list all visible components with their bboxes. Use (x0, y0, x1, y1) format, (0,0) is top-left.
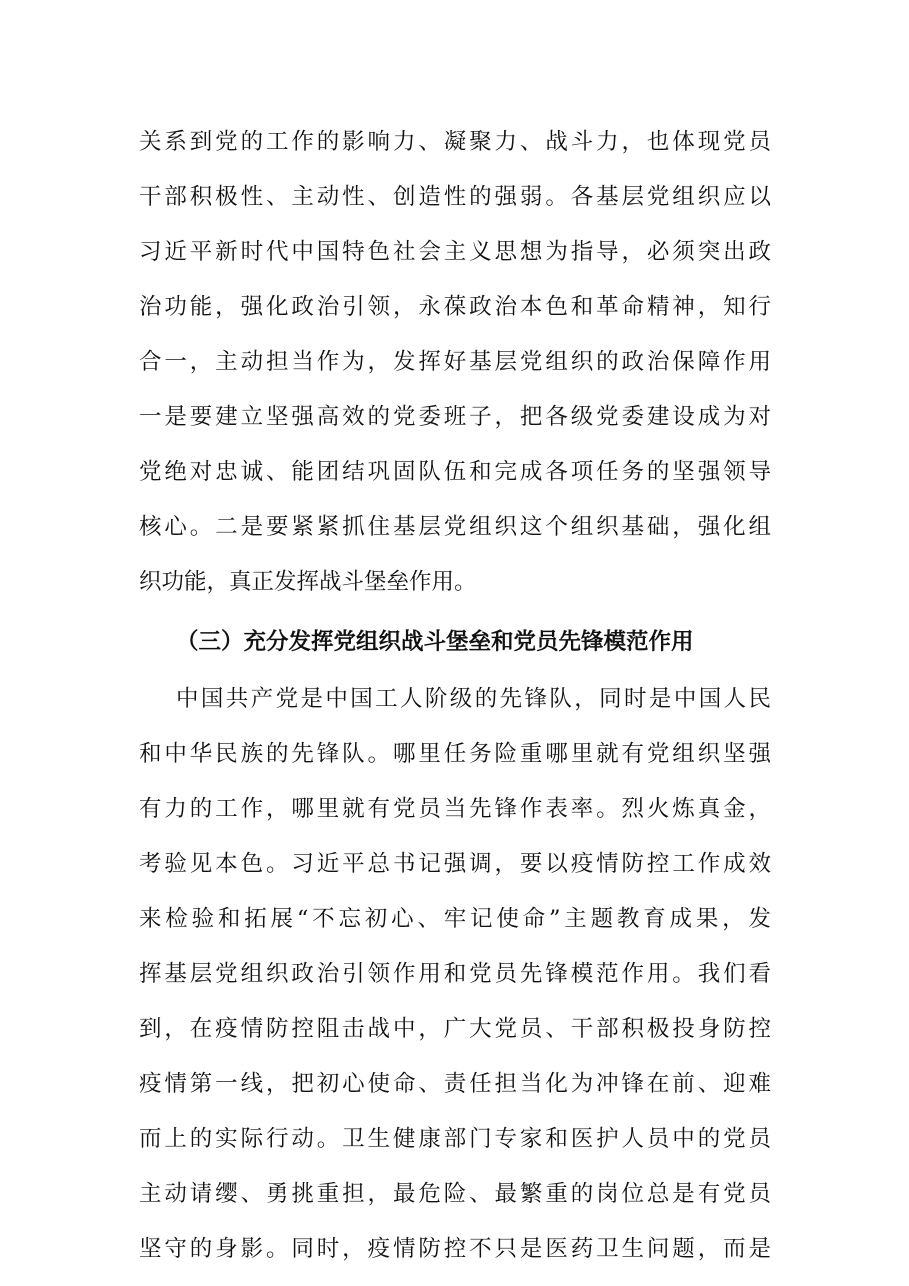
paragraph-2-line-6: 挥基层党组织政治引领作用和党员先锋模范作用。我们看 (139, 961, 771, 987)
paragraph-2-line-7: 到，在疫情防控阻击战中，广大党员、干部积极投身防控 (139, 1016, 771, 1042)
paragraph-2-line-10: 主动请缨、勇挑重担，最危险、最繁重的岗位总是有党员 (139, 1181, 771, 1207)
paragraph-2-line-9: 而上的实际行动。卫生健康部门专家和医护人员中的党员 (139, 1126, 771, 1152)
paragraph-1-line-3: 习近平新时代中国特色社会主义思想为指导，必须突出政 (139, 239, 771, 265)
paragraph-2-line-4: 考验见本色。习近平总书记强调，要以疫情防控工作成效 (139, 851, 771, 877)
paragraph-2-line-2: 和中华民族的先锋队。哪里任务险重哪里就有党组织坚强 (139, 741, 771, 767)
paragraph-1-line-4: 治功能，强化政治引领，永葆政治本色和革命精神，知行 (139, 294, 771, 320)
paragraph-1-line-7: 党绝对忠诚、能团结巩固队伍和完成各项任务的坚强领导 (139, 459, 771, 485)
paragraph-1-line-2: 干部积极性、主动性、创造性的强弱。各基层党组织应以 (139, 184, 771, 210)
paragraph-1-line-9: 织功能，真正发挥战斗堡垒作用。 (139, 569, 477, 595)
paragraph-1-line-5: 合一，主动担当作为，发挥好基层党组织的政治保障作用 (139, 349, 771, 375)
section-heading: （三）充分发挥党组织战斗堡垒和党员先锋模范作用 (176, 629, 694, 655)
paragraph-1-line-8: 核心。二是要紧紧抓住基层党组织这个组织基础，强化组 (139, 514, 771, 540)
paragraph-1-line-6: 一是要建立坚强高效的党委班子，把各级党委建设成为对 (139, 404, 771, 430)
paragraph-2-line-8: 疫情第一线，把初心使命、责任担当化为冲锋在前、迎难 (139, 1071, 771, 1097)
paragraph-2-line-11: 坚守的身影。同时，疫情防控不只是医药卫生问题，而是 (139, 1236, 771, 1262)
paragraph-2-line-3: 有力的工作，哪里就有党员当先锋作表率。烈火炼真金， (139, 796, 771, 822)
paragraph-2-line-1: 中国共产党是中国工人阶级的先锋队，同时是中国人民 (176, 686, 771, 712)
paragraph-2-line-5: 来检验和拓展“不忘初心、牢记使命”主题教育成果，发 (139, 906, 771, 932)
paragraph-1-line-1: 关系到党的工作的影响力、凝聚力、战斗力，也体现党员 (139, 129, 771, 155)
